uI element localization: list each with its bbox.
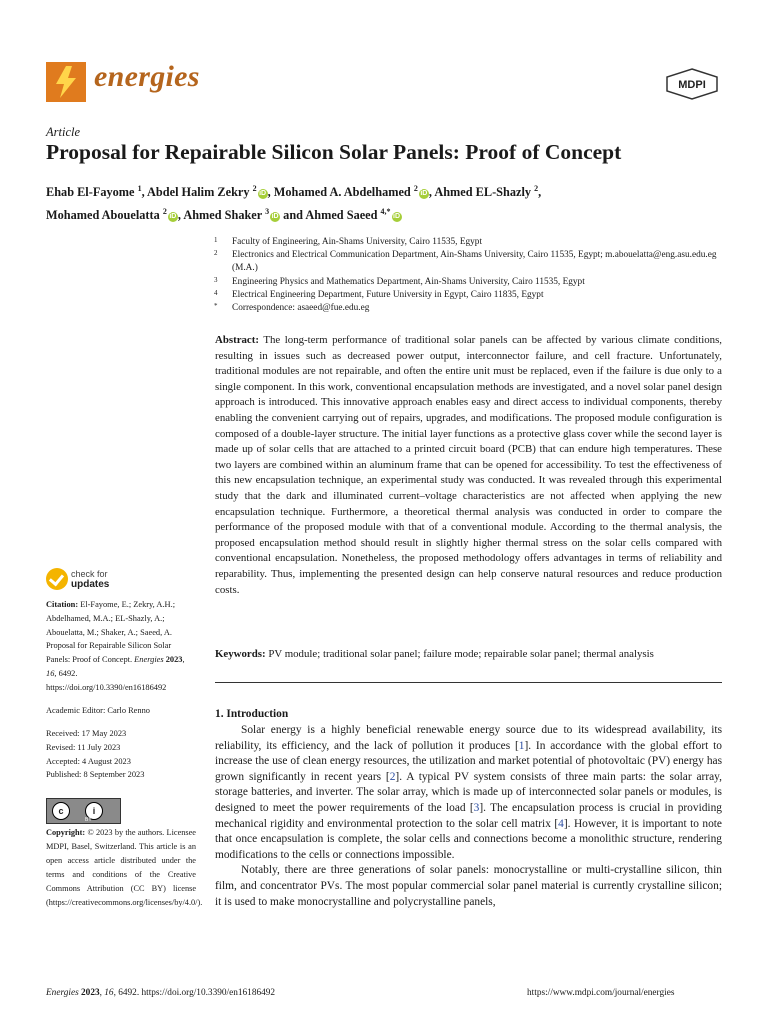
citation-journal: Energies bbox=[134, 655, 164, 665]
checkmark-icon bbox=[46, 568, 68, 590]
author-name: Ahmed Shaker bbox=[183, 208, 266, 223]
affiliations bbox=[214, 236, 724, 315]
author-affiliation-marker: 2 bbox=[413, 184, 418, 193]
copyright-label: Copyright: bbox=[46, 828, 86, 837]
author-affiliation-marker: 2 bbox=[162, 207, 167, 217]
citation-year: 2023 bbox=[165, 655, 183, 665]
affiliation-number: * bbox=[214, 302, 218, 311]
orcid-icon[interactable]: iD bbox=[259, 190, 267, 198]
date-published: Published: 8 September 2023 bbox=[46, 770, 145, 780]
author-name: Mohamed A. Abdelhamed bbox=[273, 185, 414, 200]
author-list: Ehab El-Fayome $^1$, Abdel Halim Zekry $^2$iD , Mohamed A. Abdelhamed $^2$iD , Ahmed EL-Shazly $^2$, Mohamed Abouelatta $^2$iD , Ahmed Shaker $^3$iD and Ahmed Saeed $^{4,*}$iD bbox=[46, 184, 542, 223]
affiliation-item bbox=[214, 276, 724, 289]
orcid-icon[interactable]: iD bbox=[169, 213, 177, 221]
reference-link[interactable]: 2 bbox=[389, 770, 396, 783]
mdpi-logo bbox=[664, 68, 720, 100]
author-affiliation-marker: 2 bbox=[534, 184, 539, 193]
author-name: Abdel Halim Zekry bbox=[147, 185, 253, 200]
paragraph-text: ]. The encapsulation process is crucial in providing mechanical rigidity and environmental protection to the solar cell matrix [ bbox=[215, 801, 722, 830]
attribution-icon: i bbox=[85, 802, 103, 820]
academic-editor: Academic Editor: Carlo Renno bbox=[46, 706, 150, 715]
citation-volume: 16 bbox=[46, 668, 55, 678]
article-type: Article bbox=[46, 125, 81, 139]
introduction-paragraph-2: Notably, there are three generations of solar panels: monocrystalline or multi-crystalline silicon, thin film, and concentrator PVs. The most popular commercial solar panel material is currently crystalline silicon; it is used to make monocrystalline and polycrystalline panels, bbox=[215, 864, 722, 908]
footer-doi[interactable]: , 6492. https://doi.org/10.3390/en16186492 bbox=[113, 988, 276, 998]
cc-by-license-badge[interactable] bbox=[46, 798, 121, 824]
citation: Citation: El-Fayome, E.; Zekry, A.H.; Abdelhamed, M.A.; EL-Shazly, A.; Abouelatta, M.; Shaker, A.; Saeed, A. Proposal for Repairable Silicon Solar Panels: Proof of Concept. Energies 2023, 16, 6492. https://doi.org/10.3390/en16186492 bbox=[46, 600, 185, 692]
author-affiliation-marker: 2 bbox=[252, 184, 257, 193]
author-affiliation-marker: 4,* bbox=[380, 207, 391, 217]
copyright bbox=[46, 826, 203, 909]
check-for-updates-button[interactable] bbox=[46, 568, 126, 592]
affiliation-text: Faculty of Engineering, Ain-Shams University, Cairo 11535, Egypt bbox=[232, 237, 483, 247]
orcid-icon[interactable]: iD bbox=[420, 190, 428, 198]
affiliation-text: Electrical Engineering Department, Future University in Egypt, Cairo 11835, Egypt bbox=[232, 289, 544, 300]
date-revised: Revised: 11 July 2023 bbox=[46, 742, 121, 752]
footer-journal: Energies bbox=[46, 988, 79, 998]
reference-link[interactable]: 3 bbox=[473, 801, 480, 814]
affiliation-item bbox=[214, 236, 724, 249]
abstract-text: The long-term performance of traditional solar panels can be affected by various climate conditions, resulting in issues such as decreased power output, interconnector failure, and cell fracture. Unfortunately, traditional modules are not repairable, and often the entire unit must be replaced, even if the failure is due only to a single component. In this work, conventional encapsulation methods are investigated, and a novel solar panel design approach is introduced. This innovative approach enables easy and direct access to individual components, thereby enabling the convenient carrying out of repairs, upgrades, and modifications. The proposed module configuration is composed of a double-layer structure. The initial layer functions as a protective glass cover while the second layer is made up of solar cells that are attached to a printed circuit board (PCB) that can endure high temperatures. These two layers are combined within an aluminum frame that can be opened for accessibility. To test the effectiveness of this new encapsulation technique, an experimental study was conducted. It was revealed through this experimental study that the dark and illuminated current–voltage characteristics are not affected when applying the new encapsulation technique. Furthermore, a theoretical thermal analysis was conducted in order to compare the performance of the proposed module with that of a conventional module. According to the thermal analysis, the proposed encapsulation method should result in slightly higher thermal stress on the solar cells compared with conventional encapsulation. Nonetheless, the proposed methodology offers advantages in terms of reliability and reparability. Thus, implementing the presented design can help conserve natural resources and reduce production costs. bbox=[215, 334, 723, 596]
creative-commons-icon: c bbox=[52, 802, 70, 820]
author-name: Mohamed Abouelatta bbox=[46, 208, 163, 223]
section-divider bbox=[215, 682, 722, 683]
affiliation-item bbox=[214, 249, 724, 275]
author-affiliation-marker: 1 bbox=[137, 184, 142, 193]
introduction-body bbox=[215, 723, 722, 910]
date-accepted: Accepted: 4 August 2023 bbox=[46, 756, 131, 766]
affiliation-text: Correspondence: asaeed@fue.edu.eg bbox=[232, 303, 370, 314]
affiliation-number: 2 bbox=[214, 249, 218, 258]
date-received: Received: 17 May 2023 bbox=[46, 729, 127, 738]
keywords bbox=[215, 647, 722, 662]
citation-label: Citation: bbox=[46, 600, 79, 609]
keywords-text: PV module; traditional solar panel; failure mode; repairable solar panel; thermal analysis bbox=[268, 648, 654, 660]
affiliation-text: Electronics and Electrical Communication Department, Ain-Shams University, Cairo 11535, Egypt; m.abouelatta@eng.asu.edu.eg (M.A.) bbox=[232, 250, 717, 274]
footer-journal-url[interactable]: https://www.mdpi.com/journal/energies bbox=[527, 988, 675, 998]
author-name: Ahmed EL-Shazly bbox=[434, 185, 535, 200]
author-name: Ehab El-Fayome bbox=[46, 185, 138, 200]
journal-logo-icon bbox=[46, 62, 86, 102]
footer-volume: 16 bbox=[104, 988, 114, 998]
paragraph-text: ]. However, it is important to note that once encapsulation is complete, the solar cells and connections become a monolithic structure, rendering modifications to the cells or connections impossible. bbox=[215, 817, 722, 861]
abstract-label: Abstract: bbox=[215, 334, 259, 346]
copyright-text: © 2023 by the authors. Licensee MDPI, Basel, Switzerland. This article is an open access article distributed under the terms and conditions of the Creative Commons Attribution (CC BY) license (https://creativecommons.org/licenses/by/4.0/). bbox=[46, 828, 203, 907]
reference-link[interactable]: 1 bbox=[518, 739, 525, 752]
check-updates-line2: updates bbox=[71, 579, 110, 590]
paragraph-text: ]. In accordance with the global effort to increase the use of clean energy resources, the utilization and market potential of photovoltaic (PV) energy has grown significantly in recent years [ bbox=[215, 739, 722, 783]
introduction-paragraph-1 bbox=[215, 723, 722, 863]
keywords-label: Keywords: bbox=[215, 648, 266, 660]
introduction-heading: 1. Introduction bbox=[215, 708, 289, 720]
cc-by-text: BY bbox=[85, 817, 92, 823]
affiliation-item bbox=[214, 302, 724, 315]
journal-name: energies bbox=[94, 60, 200, 93]
affiliation-number: 4 bbox=[214, 288, 218, 297]
affiliation-number: 1 bbox=[214, 236, 218, 244]
orcid-icon[interactable]: iD bbox=[393, 213, 401, 221]
citation-text: El-Fayome, E.; Zekry, A.H.; Abdelhamed, M.A.; EL-Shazly, A.; Abouelatta, M.; Shaker, A.; Saeed, A. Proposal for Repairable Silicon Solar Panels: Proof of Concept. bbox=[46, 600, 176, 665]
reference-link[interactable]: 4 bbox=[558, 817, 564, 830]
abstract bbox=[215, 333, 722, 598]
footer-citation: Energies 2023, 16, 6492. https://doi.org/10.3390/en16186492 bbox=[46, 988, 276, 998]
author-affiliation-marker: 3 bbox=[265, 207, 270, 217]
dates bbox=[46, 727, 196, 782]
affiliation-text: Engineering Physics and Mathematics Department, Ain-Shams University, Cairo 11535, Egypt bbox=[232, 276, 585, 287]
paper-title: Proposal for Repairable Silicon Solar Panels: Proof of Concept bbox=[46, 140, 622, 164]
svg-text:MDPI: MDPI bbox=[678, 79, 706, 91]
paragraph-text: Solar energy is a highly beneficial renewable energy source due to its widespread availability, its reliability, its efficiency, and the lack of pollution it produces [ bbox=[215, 724, 722, 752]
orcid-icon[interactable]: iD bbox=[271, 213, 279, 221]
footer-year: 2023 bbox=[81, 988, 100, 998]
affiliation-number: 3 bbox=[214, 275, 218, 284]
author-name: Ahmed Saeed bbox=[305, 208, 381, 223]
paragraph-text: ]. A typical PV system consists of three main parts: the solar array, storage batteries, and inverter. The solar array, which is made up of interconnected solar panels or modules, is designed to meet the power requirements of the load [ bbox=[215, 770, 722, 814]
affiliation-item bbox=[214, 289, 724, 302]
citation-doi[interactable]: , 6492. https://doi.org/10.3390/en16186492 bbox=[46, 668, 167, 692]
check-updates-line1: check for bbox=[71, 569, 108, 579]
